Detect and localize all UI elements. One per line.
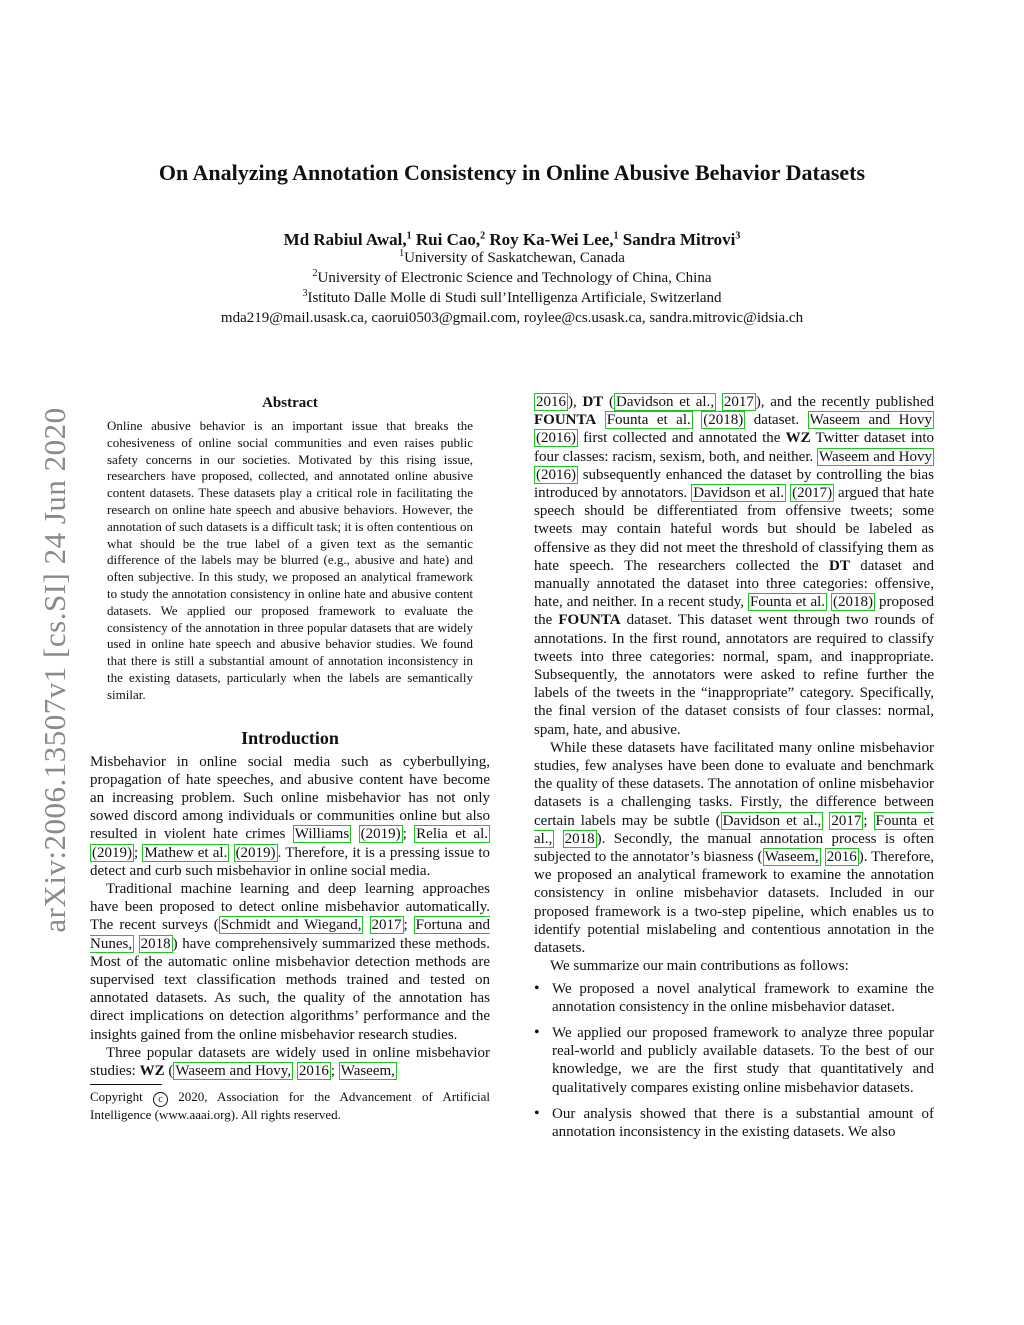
list-item: • We applied our proposed framework to analyze three popular real-world and publicly available datasets. To the best of our knowledge, we are the first study that quantitatively and qualitatively compares existing online misbehavior datasets. — [534, 1024, 934, 1097]
citation-year-link[interactable]: (2016) — [536, 466, 576, 483]
author-affil-mark: 1 — [613, 230, 619, 242]
para-text: ; — [402, 826, 415, 843]
para-text: ) have comprehensively summarized these methods. Most of the automatic online misbehavior detection methods are supervised text classification methods trained and tested on annotated datasets. As such, the quality of the annotation has direct implications on detection algorithms’ performance and the insights gained from the online misbehavior research studies. — [90, 935, 490, 1043]
arxiv-side-stamp — [20, 390, 90, 950]
copyright-label: Copyright — [90, 1089, 143, 1105]
left-column — [90, 395, 490, 1123]
dataset-name: WZ — [139, 1063, 165, 1079]
citation-link[interactable]: Waseem, — [340, 1063, 395, 1079]
introduction-heading: Introduction — [241, 727, 339, 748]
dataset-name: FOUNTA — [534, 412, 597, 429]
footnote-rule — [90, 1084, 162, 1085]
email-line: mda219@mail.usask.ca, caorui0503@gmail.com, roylee@cs.usask.ca, sandra.mitrovic@idsia.ch — [220, 310, 804, 326]
citation-year-link[interactable]: 2017 — [371, 917, 402, 934]
citation-year-link[interactable]: 2018 — [564, 830, 595, 847]
para-text: Three popular datasets are widely used in online misbehavior studies: — [90, 1044, 490, 1079]
intro-paragraph-1 — [90, 753, 490, 880]
para-text: . Therefore, it is a pressing issue to detect and curb such misbehavior in online social media. — [90, 844, 491, 879]
citation-link[interactable]: Waseem and Hovy, — [175, 1063, 292, 1079]
dataset-name: DT — [829, 557, 850, 574]
para-text: dataset and manually annotated the dataset into three categories: offensive, hate, and neither. In a recent study, — [534, 557, 934, 611]
right-paragraph-1 — [534, 393, 934, 739]
affiliation-line — [0, 288, 1024, 308]
copyright-text: 2020, Association for the Advancement of Artificial Intelligence (www.aaai.org). All rights reserved. — [90, 1089, 491, 1123]
citation-year-link[interactable]: 2016 — [536, 394, 566, 410]
affiliation-block — [0, 248, 1024, 328]
citation-year-link[interactable]: 2017 — [831, 812, 862, 829]
abstract-heading: Abstract — [262, 395, 318, 411]
citation-link[interactable]: Founta et al., — [534, 812, 935, 847]
para-text: Traditional machine learning and deep learning approaches have been proposed to detect online misbehavior automatically. The recent surveys ( — [90, 880, 490, 934]
citation-year-link[interactable]: (2018) — [833, 594, 874, 611]
author-name: Roy Ka-Wei Lee, — [489, 230, 614, 249]
para-text: Misbehavior in online social media such as cyberbullying, propagation of hate speeches, and abusive content have become an increasing problem. Such online misbehavior has not only sowed discord among individuals or communities online but also resulted in violent hate crimes — [90, 753, 490, 843]
author-name: Md Rabiul Awal, — [283, 230, 407, 249]
para-text: ; — [134, 844, 143, 861]
affil-text: University of Saskatchewan, Canada — [404, 250, 625, 266]
para-text: ), — [568, 394, 583, 410]
citation-link[interactable]: Davidson et al. — [693, 485, 785, 502]
dataset-name: DT — [582, 394, 604, 410]
citation-link[interactable]: Williams — [294, 826, 350, 843]
citation-link[interactable]: Davidson et al., — [616, 394, 715, 410]
author-affil-mark: 3 — [735, 230, 741, 242]
citation-link[interactable]: Founta et al. — [606, 412, 691, 429]
affiliation-line — [0, 248, 1024, 268]
para-text: argued that hate speech should be differentiated from offensive tweets; some tweets may contain hateful words but should be labeled as offensive as they did not meet the threshold of classifying them as hate speech. The researchers collected the — [534, 485, 934, 574]
citation-year-link[interactable]: (2019) — [360, 826, 401, 843]
para-text: Twitter dataset into four classes: racism, sexism, both, and neither. — [534, 430, 934, 465]
author-affil-mark: 1 — [406, 230, 412, 242]
citation-link[interactable]: Waseem and Hovy — [819, 448, 932, 465]
para-text: first collected and annotated the — [578, 430, 786, 447]
para-text: ). Secondly, the manual annotation process is often subjected to the annotator’s biasness ( — [534, 830, 935, 866]
para-text: ( — [164, 1063, 174, 1079]
citation-link[interactable]: Founta et al. — [749, 594, 826, 611]
para-text: While these datasets have facilitated many online misbehavior studies, few analyses have been done to evaluate and benchmark the quality of these datasets. The annotation of online misbehavior datasets is a challenging tasks. Firstly, the difference between certain labels may be subtle ( — [534, 739, 934, 829]
right-paragraph-3: We summarize our main contributions as follows: — [550, 958, 849, 975]
contribution-list — [534, 980, 934, 1142]
para-text: ), and the recently published — [755, 394, 935, 410]
citation-year-link[interactable]: (2017) — [792, 485, 833, 502]
citation-year-link[interactable]: (2016) — [536, 430, 576, 447]
citation-year-link[interactable]: (2018) — [703, 412, 744, 429]
citation-year-link[interactable]: (2019) — [92, 844, 132, 861]
affil-text: Istituto Dalle Molle di Studi sull’Intelligenza Artificiale, Switzerland — [307, 290, 722, 306]
para-text: ( — [603, 394, 615, 410]
right-column — [534, 393, 934, 1149]
paper-title: On Analyzing Annotation Consistency in Online Abusive Behavior Datasets — [158, 160, 866, 185]
abstract-text: Online abusive behavior is an important issue that breaks the cohesiveness of online social communities and even raises public safety concerns in our societies. Motivated by this rising issue, researchers have proposed, collected, and annotated online abusive content datasets. These datasets play a critical role in facilitating the research on online hate speech and abusive behaviors. However, the annotation of such datasets is a difficult task; it is often contentious on what should be the true label of a given text as the semantic difference of the labels may be blurred (e.g., abusive and hate) and often subjective. In this study, we proposed an analytical framework to study the annotation consistency in online hate and abusive content datasets. We applied our proposed framework to evaluate the consistency of the annotation in three popular datasets that are widely used in online hate speech and abusive behavior studies. We found that there is still a substantial amount of annotation inconsistency in the existing datasets, particularly when the labels are semantically similar. — [107, 418, 473, 702]
citation-year-link[interactable]: 2018 — [140, 935, 171, 952]
affil-text: University of Electronic Science and Technology of China, China — [317, 270, 712, 286]
para-text — [596, 412, 604, 428]
para-text: dataset. This dataset went through two rounds of annotations. In the first round, annotators are required to classify tweets into three categories: normal, spam, and inappropriate. Subsequently, the annotators were asked to refine further the labels of the tweets in the “inappropriate” category. Specifically, the final version of the dataset consists of four classes: normal, spam, hate, and abusive. — [534, 612, 935, 738]
dataset-name: FOUNTA — [558, 612, 621, 629]
citation-year-link[interactable]: 2017 — [723, 394, 754, 410]
author-affil-mark: 2 — [480, 230, 486, 242]
arxiv-id-text: arXiv:2006.13507v1 [cs.SI] 24 Jun 2020 — [37, 407, 72, 933]
citation-link[interactable]: Davidson et al., — [722, 812, 822, 829]
intro-paragraph-3 — [90, 1044, 490, 1080]
citation-link[interactable]: Schmidt and Wiegand, — [220, 917, 362, 934]
citation-year-link[interactable]: (2019) — [235, 844, 276, 861]
affiliation-line — [0, 268, 1024, 288]
author-name: Sandra Mitrovi — [622, 230, 736, 249]
affil-mark: 3 — [302, 288, 308, 299]
affil-mark: 1 — [399, 248, 405, 259]
para-text: ; — [863, 812, 874, 829]
dataset-name: WZ — [785, 430, 811, 447]
para-text: ; — [403, 917, 414, 934]
citation-link[interactable]: Fortuna and Nunes, — [90, 917, 490, 952]
para-text: subsequently enhanced the dataset by controlling the bias introduced by annotators. — [534, 466, 934, 502]
para-text: ). Therefore, we proposed an analytical framework to examine the annotation consistency in online misbehavior datasets. Included in our proposed framework is a two-step pipeline, which enables us to identify potential mislabeling and contentious annotation in the datasets. — [534, 849, 934, 957]
para-text: proposed the — [534, 594, 935, 629]
citation-link[interactable]: Waseem and Hovy — [809, 412, 932, 429]
citation-year-link[interactable]: 2016 — [826, 849, 857, 866]
citation-link[interactable]: Relia et al. — [416, 826, 489, 843]
right-paragraph-2 — [534, 739, 934, 957]
para-text: dataset. — [745, 412, 808, 429]
citation-link[interactable]: Waseem, — [764, 849, 819, 866]
copyright-icon: c — [153, 1092, 168, 1107]
list-item: • We proposed a novel analytical framework to examine the annotation consistency in the online misbehavior dataset. — [534, 980, 934, 1016]
copyright-footnote — [90, 1089, 490, 1123]
author-name: Rui Cao, — [415, 230, 481, 249]
list-item: • Our analysis showed that there is a substantial amount of annotation inconsistency in the existing datasets. We also — [534, 1105, 934, 1141]
author-list — [0, 230, 1024, 250]
intro-paragraph-2 — [90, 880, 490, 1044]
citation-year-link[interactable]: 2016 — [298, 1063, 329, 1079]
affil-mark: 2 — [312, 268, 318, 279]
para-text: ; — [330, 1063, 339, 1079]
citation-link[interactable]: Mathew et al. — [144, 844, 228, 861]
